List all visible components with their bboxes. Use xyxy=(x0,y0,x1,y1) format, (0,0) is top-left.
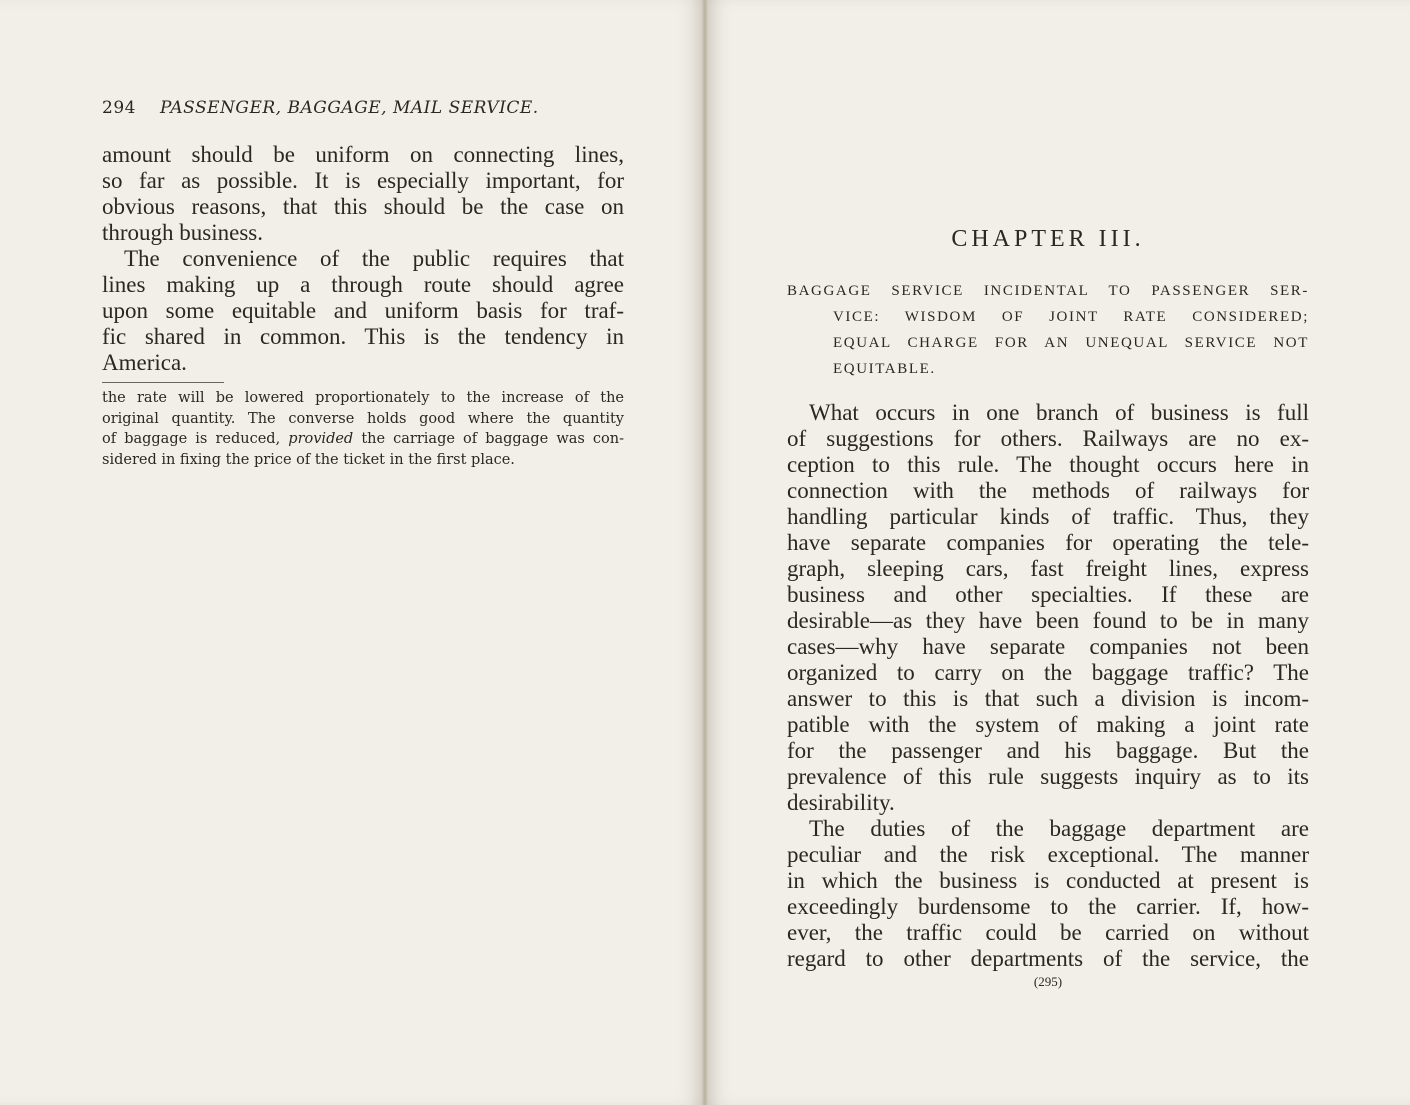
text-line: desirability. xyxy=(787,790,895,815)
summary-line: BAGGAGE SERVICE INCIDENTAL TO PASSENGER SER- xyxy=(787,283,1309,299)
footnote-emphasis: provided xyxy=(288,431,354,447)
footnote-line: original quantity. The converse holds good where the quantity xyxy=(102,410,624,427)
text-line: The convenience of the public requires that xyxy=(124,246,624,271)
text-line: patible with the system of making a joint rate xyxy=(787,712,1309,737)
chapter-summary xyxy=(787,278,1309,382)
text-line: peculiar and the risk exceptional. The manner xyxy=(787,842,1309,867)
text-line: have separate companies for operating the tele- xyxy=(787,530,1309,555)
text-line: fic shared in common. This is the tendency in xyxy=(102,324,624,349)
text-line: ception to this rule. The thought occurs here in xyxy=(787,452,1309,477)
text-line: business and other specialties. If these are xyxy=(787,582,1309,607)
summary-line: VICE: WISDOM OF JOINT RATE CONSIDERED; xyxy=(833,309,1309,325)
text-line: The duties of the baggage department are xyxy=(809,816,1309,841)
chapter-heading: CHAPTER III. xyxy=(951,226,1145,252)
footnote-text: the carriage of baggage was con- xyxy=(353,431,624,447)
text-line: desirable—as they have been found to be in many xyxy=(787,608,1309,633)
page-number-left: 294 xyxy=(102,98,136,118)
summary-line: EQUITABLE. xyxy=(833,361,936,377)
text-line: in which the business is conducted at present is xyxy=(787,868,1309,893)
footnote-line-3 xyxy=(102,429,624,450)
text-line: connection with the methods of railways for xyxy=(787,478,1309,503)
text-line: America. xyxy=(102,350,187,375)
text-line: of suggestions for others. Railways are no ex- xyxy=(787,426,1309,451)
text-line: for the passenger and his baggage. But the xyxy=(787,738,1309,763)
footnote-line: sidered in fixing the price of the ticket in the first place. xyxy=(102,451,515,468)
text-line: exceedingly burdensome to the carrier. If, how- xyxy=(787,894,1309,919)
text-line: handling particular kinds of traffic. Thus, they xyxy=(787,504,1309,529)
text-line: cases—why have separate companies not been xyxy=(787,634,1309,659)
text-line: organized to carry on the baggage traffic? The xyxy=(787,660,1309,685)
running-head xyxy=(102,98,627,118)
running-head-title: PASSENGER, BAGGAGE, MAIL SERVICE. xyxy=(159,98,539,118)
right-body-text xyxy=(787,400,1309,972)
summary-line: EQUAL CHARGE FOR AN UNEQUAL SERVICE NOT xyxy=(833,335,1309,351)
page-number-right: (295) xyxy=(1033,974,1063,989)
text-line: lines making up a through route should agree xyxy=(102,272,624,297)
book-gutter xyxy=(702,0,708,1105)
text-line: amount should be uniform on connecting lines, xyxy=(102,142,624,167)
footnote xyxy=(102,388,624,470)
text-line: through business. xyxy=(102,220,263,245)
text-line: answer to this is that such a division is incom- xyxy=(787,686,1309,711)
text-line: regard to other departments of the service, the xyxy=(787,946,1309,971)
text-line: prevalence of this rule suggests inquiry as to its xyxy=(787,764,1309,789)
text-line: upon some equitable and uniform basis for traf- xyxy=(102,298,624,323)
text-line: What occurs in one branch of business is full xyxy=(809,400,1309,425)
footnote-line: the rate will be lowered proportionately to the increase of the xyxy=(102,390,624,406)
text-line: so far as possible. It is especially important, for xyxy=(102,168,624,193)
text-line: ever, the traffic could be carried on without xyxy=(787,920,1309,945)
left-body-text xyxy=(102,142,624,376)
footnote-text: of baggage is reduced, xyxy=(102,431,289,447)
text-line: graph, sleeping cars, fast freight lines, express xyxy=(787,556,1309,581)
footnote-rule xyxy=(102,382,224,383)
text-line: obvious reasons, that this should be the case on xyxy=(102,194,624,219)
